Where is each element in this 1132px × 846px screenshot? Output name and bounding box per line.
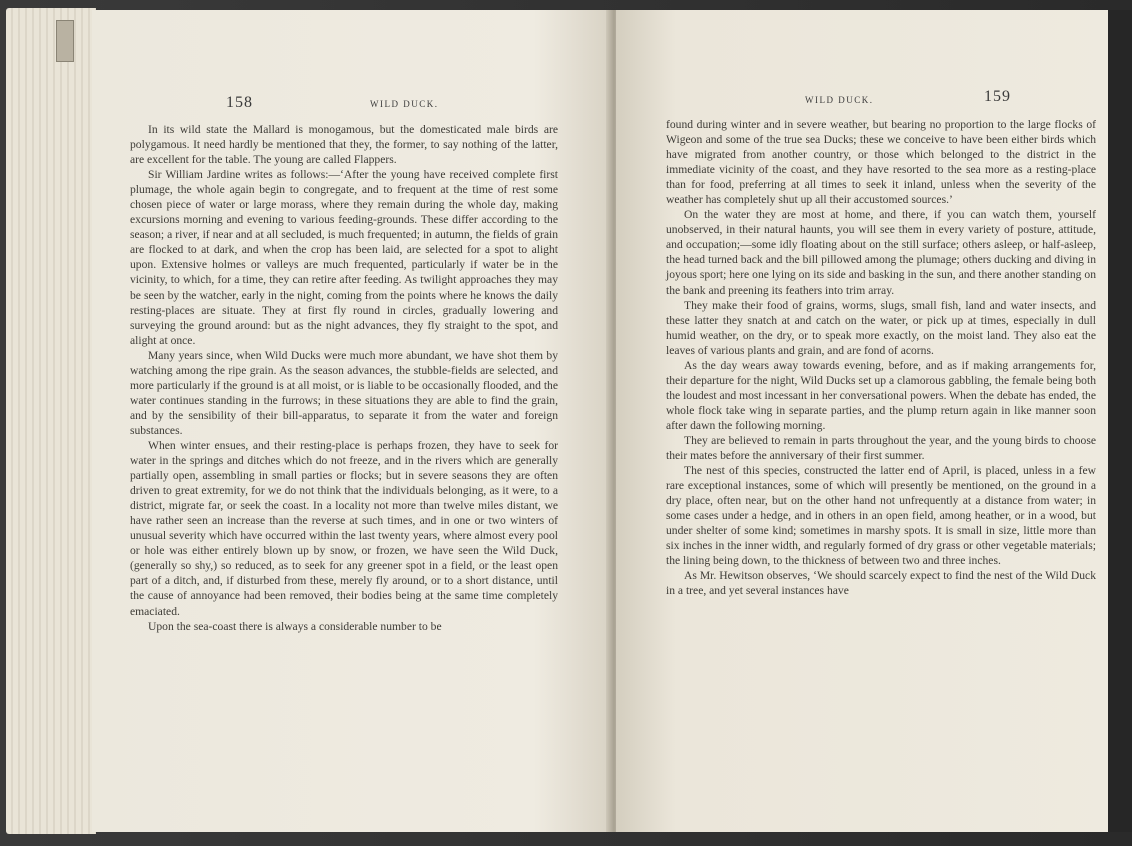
right-header	[800, 88, 1100, 112]
left-header	[226, 92, 606, 116]
left-running-head: WILD DUCK.	[370, 99, 439, 109]
paragraph: As the day wears away towards evening, before, and as if making arrangements for, their departure for the night, Wild Ducks set up a clamorous gabbling, the female being both the loudest and most incessant in her conversational powers. When the debate has ended, the whole flock take wing in separate parties, and the plump return again in like manner soon after dawn the following morning.	[666, 358, 1096, 432]
right-page-number: 159	[984, 88, 1011, 105]
right-page-body	[666, 117, 1096, 599]
paragraph: In its wild state the Mallard is monogamous, but the domesticated male birds are polygamous. It need hardly be mentioned that they, the former, to say nothing of the latter, are excellent for the table. The young are called Flappers.	[130, 123, 558, 167]
paragraph: When winter ensues, and their resting-place is perhaps frozen, they have to seek for water in the springs and ditches which do not freeze, and in the rivers which are generally partially open, assembling in small parties or flocks; but in severe seasons they are often driven to great extremity, for we do not think that the individuals belonging, as it were, to a district, migrate far, or seek the coast. In a locality not more than twelve miles distant, we have rather seen an increase than the reverse at such times, and in one or two winters of unusual severity which have occurred within the last twenty years, where almost every pool or hole was either entirely blown up by snow, or frozen, we have seen the Wild Duck, (generally so shy,) so reduced, as to seek for any greener spot in a field, or the least open part of a ditch, and, if disturbed from these, merely fly around, or to a short distance, until the cause of annoyance had been removed, their bodies being at the same time completely emaciated.	[130, 438, 558, 618]
stacked-page-edges	[6, 8, 96, 834]
right-running-head: WILD DUCK.	[805, 95, 874, 105]
paragraph: found during winter and in severe weather, but bearing no proportion to the large flocks of Wigeon and some of the true sea Ducks; these we conceive to have been either birds which have migrated from another country, or those which belonged to the district in the immediate vicinity of the coast, and they have resorted to the sea more as a resting-place than for food, preferring at all times to seek it inland, unless when the severity of the weather has completely shut up all their accustomed sources.’	[666, 118, 1096, 207]
left-page-number: 158	[226, 94, 253, 111]
paragraph: They make their food of grains, worms, slugs, small fish, land and water insects, and these latter they snatch at and catch on the water, or pick up at times, especially in dull humid weather, on the dry, or to speak more exactly, on the moist land. They also eat the leaves of various plants and grain, and are fond of acorns.	[666, 298, 1096, 357]
left-page-body	[130, 122, 558, 634]
paragraph: They are believed to remain in parts throughout the year, and the young birds to choose their mates before the anniversary of their first summer.	[666, 433, 1096, 463]
page-clip	[56, 20, 74, 62]
paragraph: Upon the sea-coast there is always a considerable number to be	[148, 619, 442, 633]
paragraph: On the water they are most at home, and there, if you can watch them, yourself unobserved, in their natural haunts, you will see them in every variety of posture, attitude, and occupation;—some idly floating about on the still surface; others asleep, or half-asleep, the head turned back and the bill pillowed among the plumage; others ducking and diving in joyous sport; here one lying on its side and basking in the sun, and there another standing on the bank and preening its feathers into trim array.	[666, 208, 1096, 297]
paragraph: Sir William Jardine writes as follows:—‘After the young have received complete first plumage, the whole again begin to congregate, and to frequent at the time of rest some chosen piece of water or large morass, where they remain during the whole day, making excursions morning and evening to various feeding-grounds. These differ according to the season; a river, if near and at all secluded, is much frequented; in autumn, the fields of grain are flocked to at dark, and when the crop has been laid, are selected for a spot to alight upon. Extensive holmes or valleys are much frequented, particularly if water be in the vicinity, to which, for a time, they can retire after feeding. As twilight approaches they may be seen by the watcher, early in the night, coming from the points where he knows the daily resting-places are situate. They at first fly round in circles, gradually lowering and surveying the ground around: but as the night advances, they fly straight to the spot, and alight at once.	[130, 168, 558, 347]
right-shadow	[1108, 10, 1132, 832]
paragraph: The nest of this species, constructed the latter end of April, is placed, unless in a few rare exceptional instances, some of which will presently be mentioned, on the ground in a dry place, often near, but on the other hand not unfrequently at a distance from water; in some cases under a hedge, and in others in an open field, among heather, or in a wood, but under shelter of some kind; sometimes in marshy spots. It is small in size, little more than six inches in the inner width, and regularly formed of dry grass or other vegetable materials; the lining being down, to the thickness of between two and three inches.	[666, 464, 1096, 568]
paragraph: Many years since, when Wild Ducks were much more abundant, we have shot them by watching among the ripe grain. As the season advances, the stubble-fields are selected, and more particularly if the ground is at all moist, or is liable to be occasionally flooded, and the water continues standing in the furrows; in these situations they are able to find the grain, and by the sensibility of their bill-apparatus, to separate it from the water and foreign substances.	[130, 348, 558, 437]
paragraph: As Mr. Hewitson observes, ‘We should scarcely expect to find the nest of the Wild Duck in a tree, and yet several instances have	[666, 569, 1096, 598]
